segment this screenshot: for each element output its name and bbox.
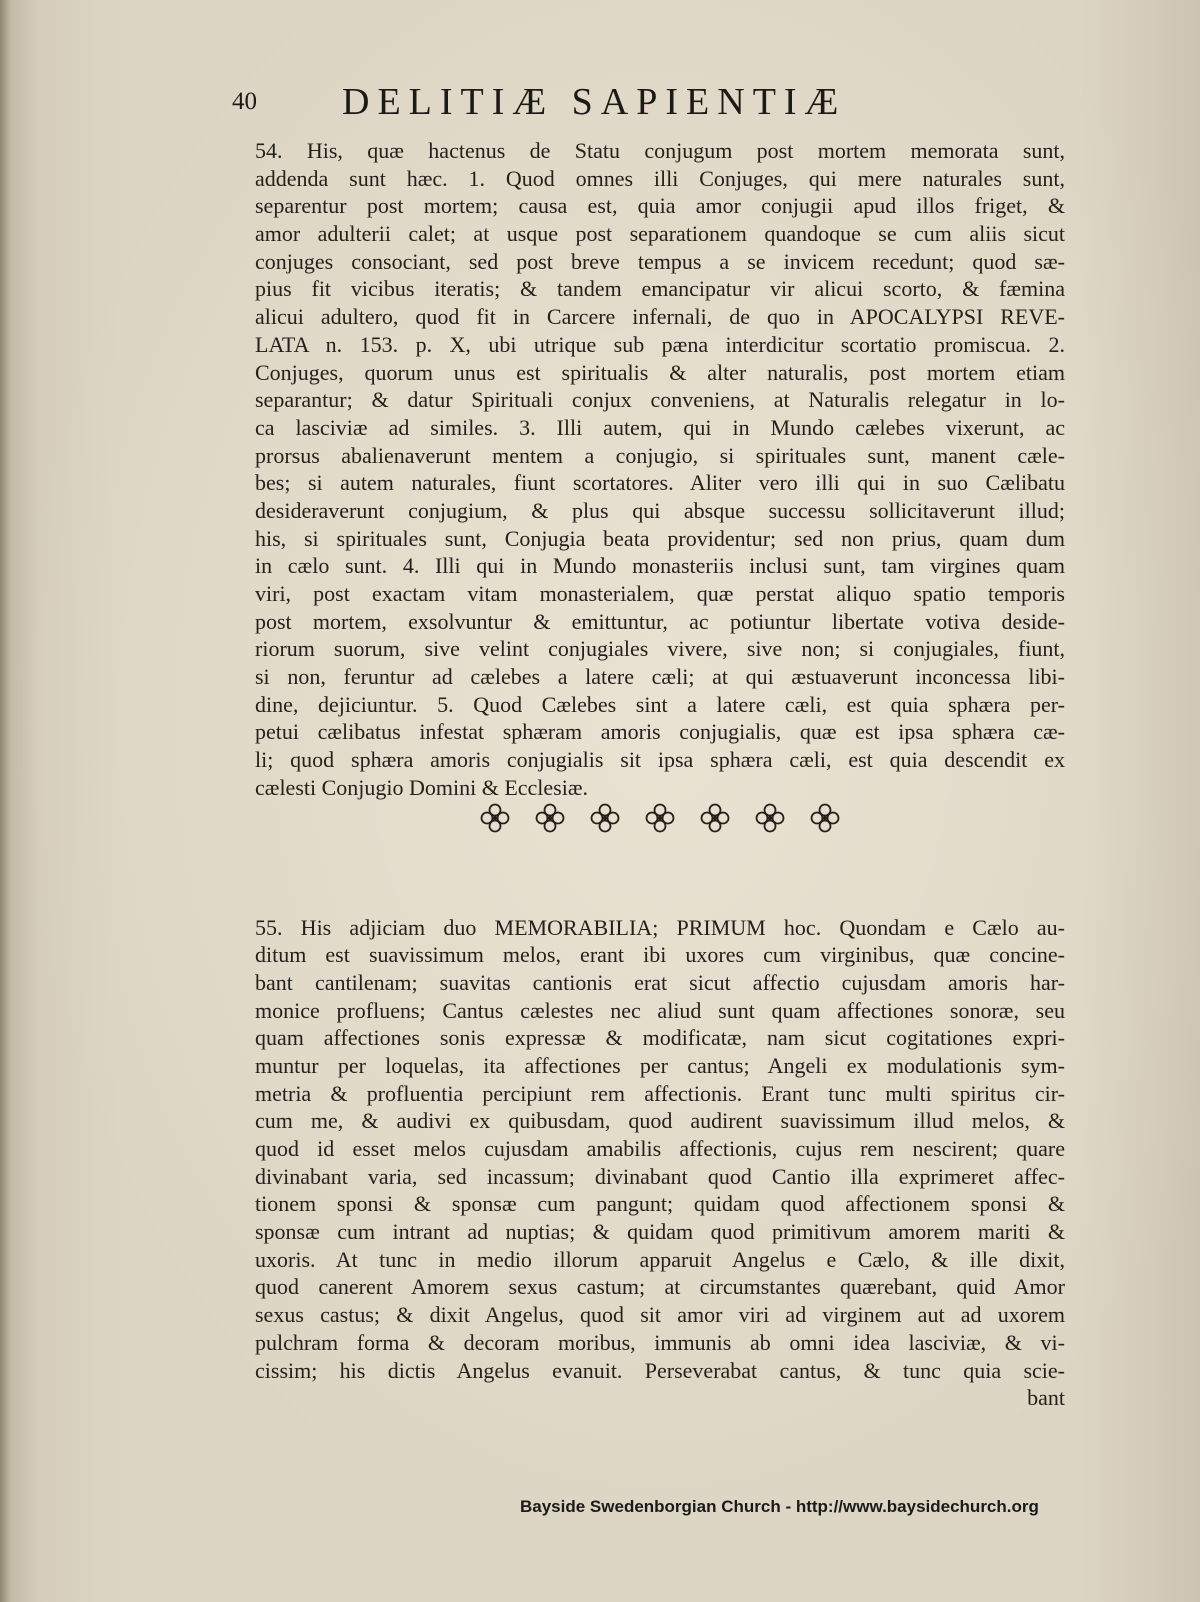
text-line: bes; si autem naturales, fiunt scortatores. Aliter vero illi qui in suo Cælibatu xyxy=(255,470,1065,496)
text-line: LATA n. 153. p. X, ubi utrique sub pæna interdicitur scortatio promiscua. 2. xyxy=(255,331,1065,357)
fleuron-icon xyxy=(810,803,840,833)
text-line: sexus castus; & dixit Angelus, quod sit amor viri ad virginem aut ad uxorem xyxy=(255,1302,1065,1328)
text-line: in cælo sunt. 4. Illi qui in Mundo monasteriis inclusi sunt, tam virgines quam xyxy=(255,553,1065,579)
text-line: 55. His adjiciam duo MEMORABILIA; PRIMUM hoc. Quondam e Cælo au- xyxy=(255,914,1065,940)
footer-credit: Bayside Swedenborgian Church - http://www.baysidechurch.org xyxy=(520,1497,1039,1516)
text-line: riorum suorum, sive velint conjugiales vivere, sive non; si conjugiales, fiunt, xyxy=(255,636,1065,662)
text-line: amor adulterii calet; at usque post separationem quandoque se cum aliis sicut xyxy=(255,221,1065,247)
ornament-row xyxy=(480,798,840,838)
fleuron-icon xyxy=(645,803,675,833)
text-line: li; quod sphæra amoris conjugialis sit ipsa sphæra cæli, est quia descendit ex xyxy=(255,747,1065,773)
catchword: bant xyxy=(1027,1385,1065,1411)
page-header xyxy=(232,80,1032,130)
text-line: desideraverunt conjugium, & plus qui absque successu sollicitaverunt illud; xyxy=(255,497,1065,523)
text-line: quod id esset melos cujusdam amabilis affectionis, cujus rem nescirent; quare xyxy=(255,1136,1065,1161)
fleuron-icon xyxy=(590,803,620,833)
text-line: quod canerent Amorem sexus castum; at circumstantes quærebant, quid Amor xyxy=(255,1274,1065,1300)
text-line: sponsæ cum intrant ad nuptias; & quidam quod primitivum amorem mariti & xyxy=(255,1219,1065,1245)
text-line: conjuges consociant, sed post breve tempus a se invicem recedunt; quod sæ- xyxy=(255,248,1065,274)
text-line: uxoris. At tunc in medio illorum apparuit Angelus e Cælo, & ille dixit, xyxy=(255,1246,1065,1272)
body-text xyxy=(255,137,1065,1412)
text-line: 54. His, quæ hactenus de Statu conjugum post mortem memorata sunt, xyxy=(255,138,1065,163)
text-line: addenda sunt hæc. 1. Quod omnes illi Conjuges, qui mere naturales sunt, xyxy=(255,165,1065,191)
text-line: post mortem, exsolvuntur & emittuntur, ac potiuntur libertate votiva deside- xyxy=(255,608,1065,634)
text-line: cum me, & audivi ex quibusdam, quod audirent suavissimum illud melos, & xyxy=(255,1108,1065,1134)
text-line: his, si spirituales sunt, Conjugia beata providentur; sed non prius, quam dum xyxy=(255,525,1065,551)
fleuron-icon xyxy=(535,803,565,833)
fleuron-icon xyxy=(480,803,510,833)
text-line: tionem sponsi & sponsæ cum pangunt; quidam quod affectionem sponsi & xyxy=(255,1191,1065,1217)
text-line: dine, dejiciuntur. 5. Quod Cælebes sint a latere cæli, est quia sphæra per- xyxy=(255,691,1065,717)
fleuron-icon xyxy=(700,803,730,833)
text-line: pius fit vicibus iteratis; & tandem emancipatur vir alicui scorto, & fæmina xyxy=(255,276,1065,302)
text-line: separantur; & datur Spirituali conjux conveniens, at Naturalis relegatur in lo- xyxy=(255,387,1065,413)
text-line: alicui adultero, quod fit in Carcere infernali, de quo in APOCALYPSI REVE- xyxy=(255,304,1065,330)
text-line: viri, post exactam vitam monasterialem, quæ perstat aliquo spatio temporis xyxy=(255,581,1065,606)
text-line: ca lasciviæ ad similes. 3. Illi autem, qui in Mundo cælebes vixerunt, ac xyxy=(255,414,1065,440)
section-55 xyxy=(255,914,1065,1412)
text-line: pulchram forma & decoram moribus, immunis ab omni idea lasciviæ, & vi- xyxy=(255,1329,1065,1355)
page-number: 40 xyxy=(232,88,257,115)
text-line: si non, feruntur ad cælebes a latere cæli; at qui æstuaverunt inconcessa libi- xyxy=(255,664,1065,690)
running-title: DELITIÆ SAPIENTIÆ xyxy=(342,81,847,123)
text-line: Conjuges, quorum unus est spiritualis & alter naturalis, post mortem etiam xyxy=(255,359,1065,385)
text-line: metria & profluentia percipiunt rem affectionis. Erant tunc multi spiritus cir- xyxy=(255,1080,1065,1106)
section-54 xyxy=(255,137,1065,802)
text-line: ditum est suavissimum melos, erant ibi uxores cum virginibus, quæ concine- xyxy=(255,942,1065,968)
text-line: quam affectiones sonis expressæ & modificatæ, nam sicut cogitationes expri- xyxy=(255,1025,1065,1051)
text-line: cælesti Conjugio Domini & Ecclesiæ. xyxy=(255,774,589,800)
text-line: bant cantilenam; suavitas cantionis erat sicut affectio cujusdam amoris har- xyxy=(255,969,1065,995)
text-line: prorsus abalienaverunt mentem a conjugio, si spirituales sunt, manent cæle- xyxy=(255,442,1065,468)
fleuron-icon xyxy=(755,803,785,833)
text-line: separentur post mortem; causa est, quia amor conjugii apud illos friget, & xyxy=(255,193,1065,219)
text-line: petui cælibatus infestat sphæram amoris conjugialis, quæ est ipsa sphæra cæ- xyxy=(255,719,1065,745)
text-line: cissim; his dictis Angelus evanuit. Perseverabat cantus, & tunc quia scie- xyxy=(255,1357,1065,1383)
text-line: muntur per loquelas, ita affectiones per cantus; Angeli ex modulationis sym- xyxy=(255,1052,1065,1078)
text-line: divinabant varia, sed incassum; divinabant quod Cantio illa exprimeret affec- xyxy=(255,1163,1065,1189)
text-line: monice profluens; Cantus cælestes nec aliud sunt quam affectiones sonoræ, seu xyxy=(255,997,1065,1023)
